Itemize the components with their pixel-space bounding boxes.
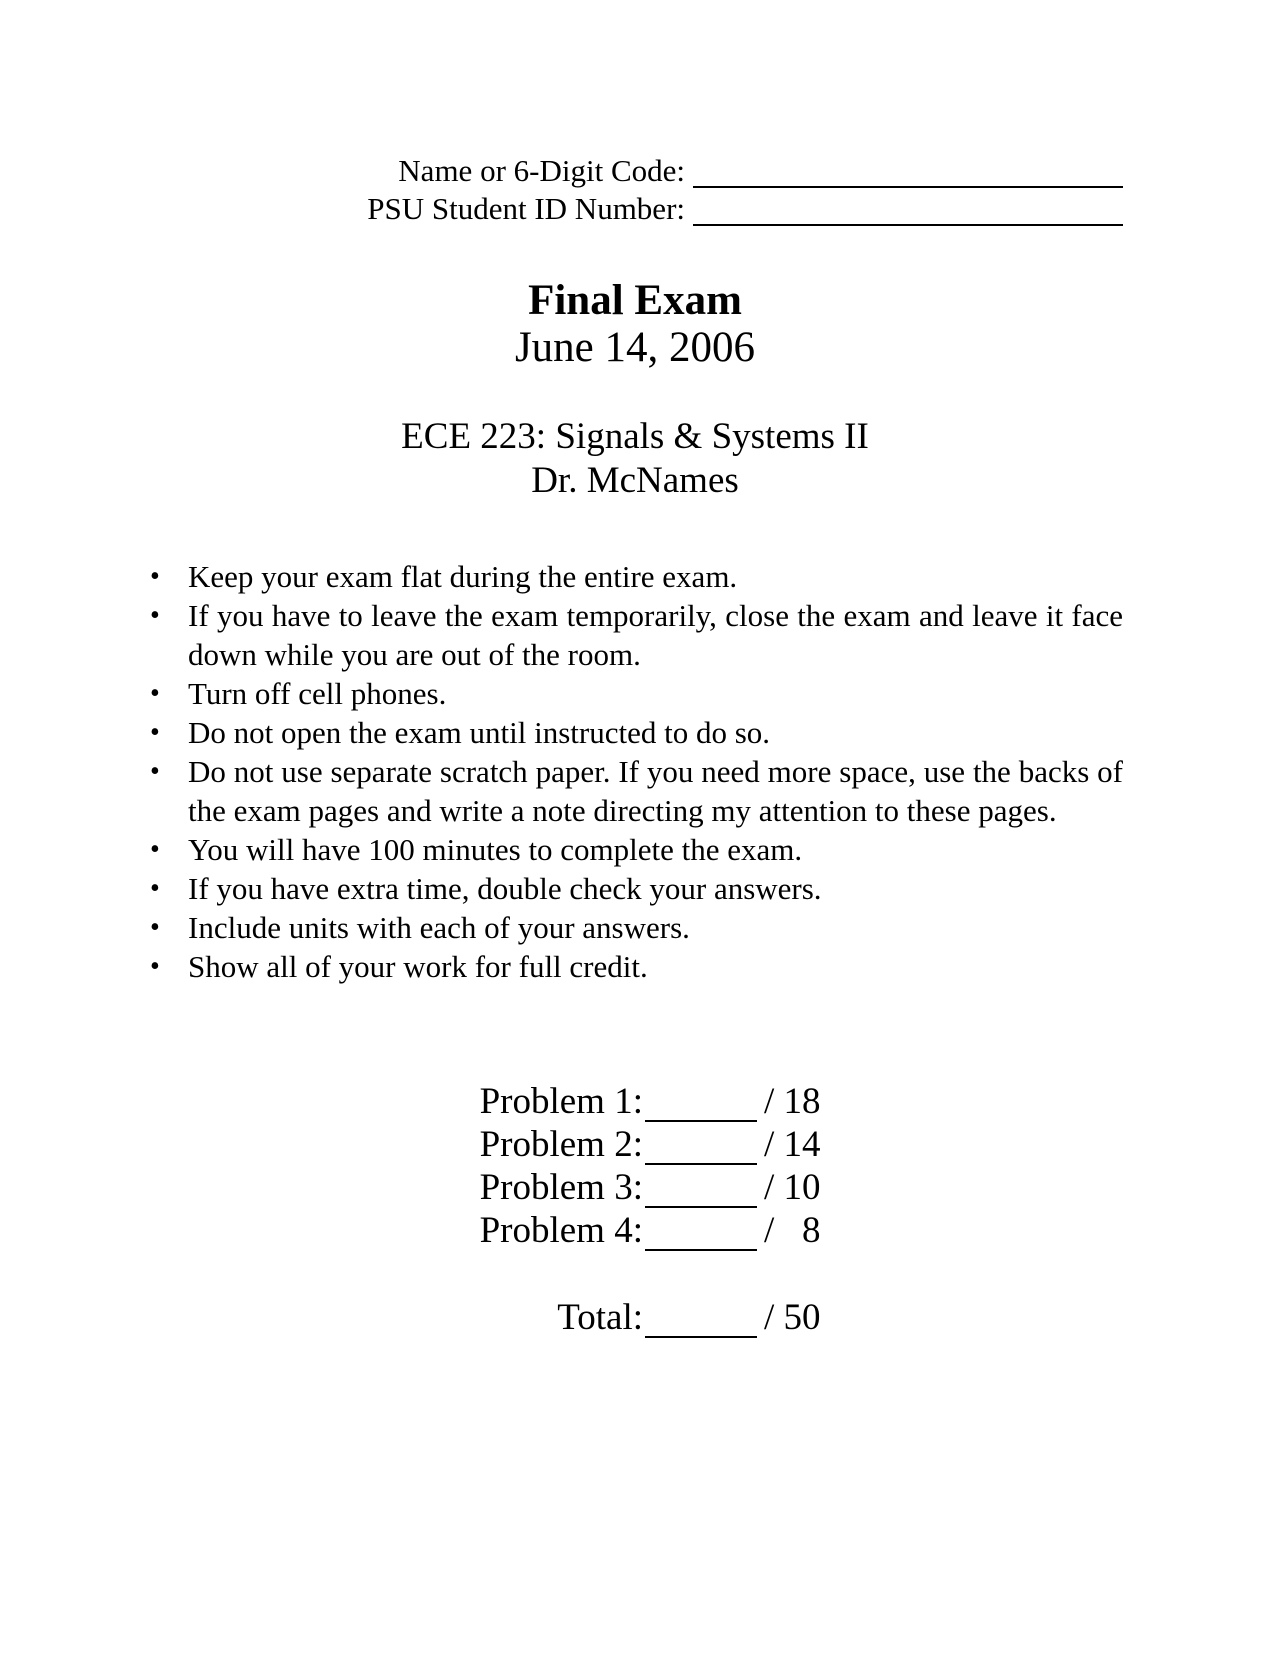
score-row-problem-1 [0,1080,1280,1124]
instructions-list [188,557,1123,986]
score-blank[interactable] [645,1206,757,1208]
instruction-item: • Turn off cell phones. [188,674,1123,713]
score-row-problem-2 [0,1123,1280,1167]
score-total-label: Total: [557,1297,643,1338]
student-id-field-label: PSU Student ID Number: [367,191,685,226]
score-total-blank[interactable] [645,1336,757,1338]
instruction-item: • Do not use separate scratch paper. If you need more space, use the backs of the exam pages and write a note directing my attention to these pages. [188,752,1123,830]
instruction-item: • Do not open the exam until instructed to do so. [188,713,1123,752]
score-label: Problem 2: [479,1124,643,1165]
course-name: ECE 223: Signals & Systems II [401,416,869,457]
score-blank[interactable] [645,1120,757,1122]
name-field-blank[interactable] [693,186,1123,188]
score-total-max: / 50 [764,1297,821,1338]
instruction-item: • Include units with each of your answers. [188,908,1123,947]
name-field-row [0,151,1280,191]
instruction-item: • Keep your exam flat during the entire exam. [188,557,1123,596]
score-row-problem-4 [0,1209,1280,1253]
instructor-name: Dr. McNames [531,460,739,501]
score-max: / 18 [764,1081,821,1122]
score-label: Problem 1: [479,1081,643,1122]
score-blank[interactable] [645,1249,757,1251]
score-label: Problem 4: [479,1210,643,1251]
instruction-item: • If you have to leave the exam temporarily, close the exam and leave it face down while you are out of the room. [188,596,1123,674]
score-max: / 10 [764,1167,821,1208]
score-row-problem-3 [0,1166,1280,1210]
instruction-item: • If you have extra time, double check your answers. [188,869,1123,908]
instruction-item: • Show all of your work for full credit. [188,947,1123,986]
score-label: Problem 3: [479,1167,643,1208]
instruction-item: • You will have 100 minutes to complete the exam. [188,830,1123,869]
exam-date: June 14, 2006 [514,324,756,371]
exam-title: Final Exam [528,277,742,324]
score-row-total [0,1296,1280,1340]
score-max: / 8 [764,1210,821,1251]
student-id-field-blank[interactable] [693,224,1123,226]
name-field-label: Name or 6-Digit Code: [398,153,685,188]
student-id-field-row [0,189,1280,229]
score-blank[interactable] [645,1163,757,1165]
score-max: / 14 [764,1124,821,1165]
